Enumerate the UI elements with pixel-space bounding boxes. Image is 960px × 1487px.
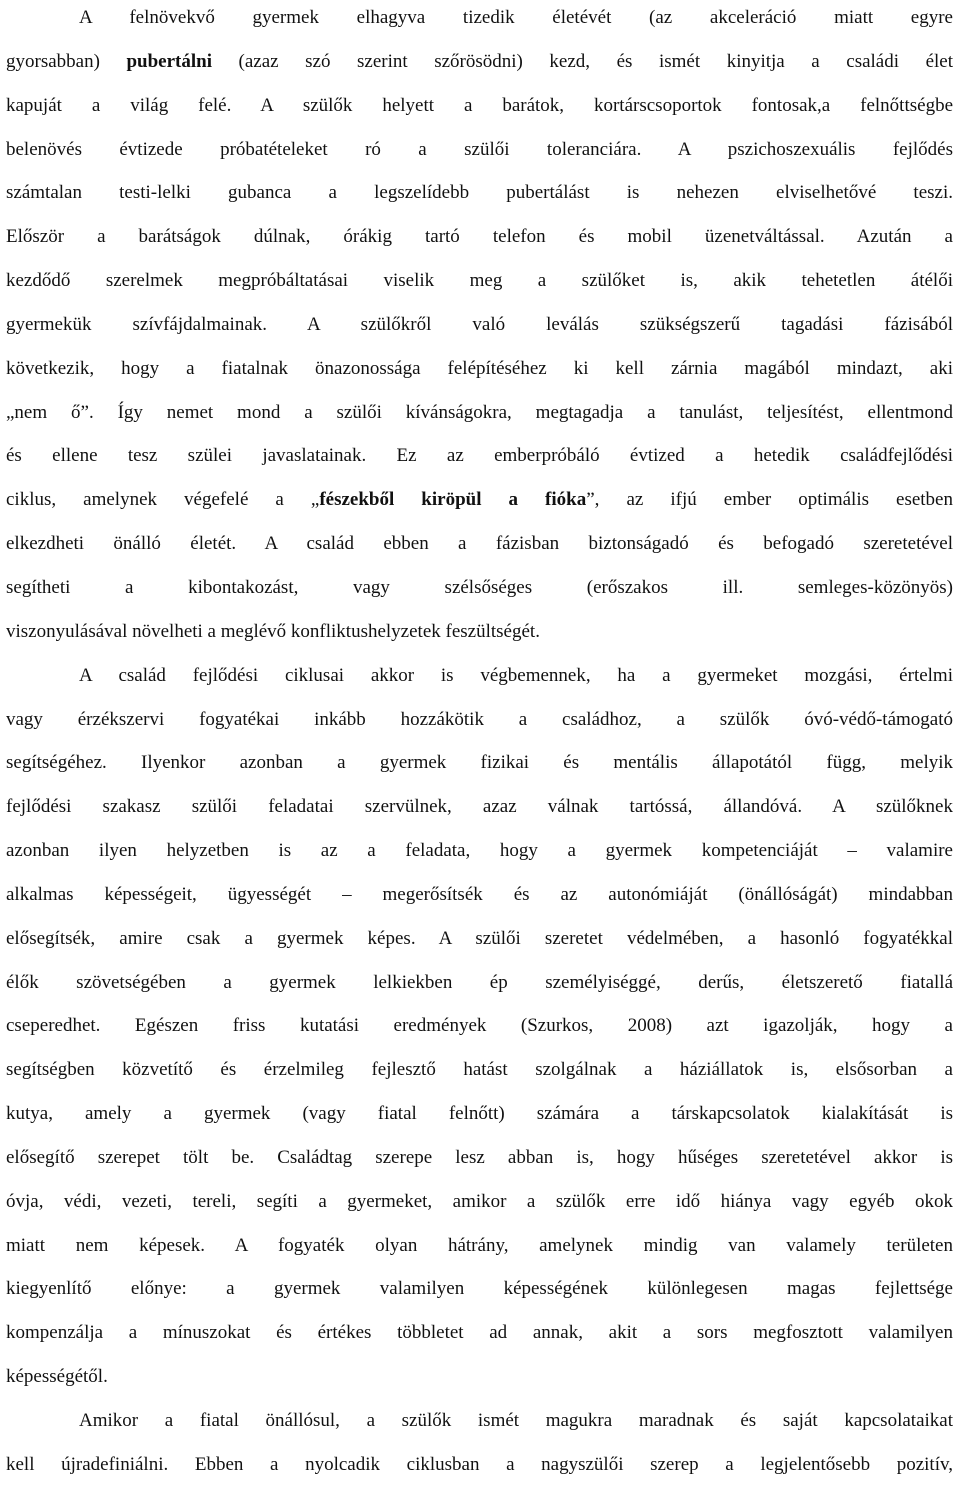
text-line: elősegítsék, amire csak a gyermek képes. A szülői szeretet védelmében, a hasonló fogyatékkal bbox=[6, 927, 953, 949]
text-line: képességétől. bbox=[6, 1366, 108, 1388]
text-line: kapuját a világ felé. A szülők helyett a barátok, kortárscsoportok fontosak,a felnőttségbe bbox=[6, 94, 953, 116]
bold-term: pubertálni bbox=[126, 50, 212, 72]
text-line: elősegítő szerepet tölt be. Családtag szerepe lesz abban is, hogy hűséges szeretetével akkor is bbox=[6, 1146, 953, 1168]
text-line: következik, hogy a fiatalnak önazonossága felépítéséhez ki kell zárnia magából mindazt, aki bbox=[6, 357, 953, 379]
text-line: segítségéhez. Ilyenkor azonban a gyermek fizikai és mentális állapotától függ, melyik bbox=[6, 752, 953, 774]
text-line: alkalmas képességeit, ügyességét – megerősítsék és az autonómiáját (önállóságát) mindabban bbox=[6, 883, 953, 905]
text-line: A család fejlődési ciklusai akkor is végbemennek, ha a gyermeket mozgási, értelmi bbox=[79, 664, 953, 686]
text-line: kezdődő szerelmek megpróbáltatásai viselik meg a szülőket is, akik tehetetlen átélői bbox=[6, 270, 953, 292]
document-body bbox=[6, 0, 953, 1487]
text-line: kiegyenlítő előnye: a gyermek valamilyen képességének különlegesen magas fejlettsége bbox=[6, 1278, 953, 1300]
text-line: Először a barátságok dúlnak, órákig tartó telefon és mobil üzenetváltással. Azután a bbox=[6, 226, 953, 248]
text-line: belenövés évtizede próbatételeket ró a szülői toleranciára. A pszichoszexuális fejlődés bbox=[6, 138, 953, 160]
text-line: fejlődési szakasz szülői feladatai szervülnek, azaz válnak tartóssá, állandóvá. A szülőknek bbox=[6, 796, 953, 818]
text-line: viszonyulásával növelheti a meglévő konfliktushelyzetek feszültségét. bbox=[6, 620, 540, 642]
text-line: kutya, amely a gyermek (vagy fiatal felnőtt) számára a társkapcsolatok kialakítását is bbox=[6, 1103, 953, 1125]
paragraph bbox=[6, 1399, 953, 1487]
text-line: vagy érzékszervi fogyatékai inkább hozzákötik a családhoz, a szülők óvó-védő-támogató bbox=[6, 708, 953, 730]
text-line: A felnövekvő gyermek elhagyva tizedik életévét (az akceleráció miatt egyre bbox=[79, 7, 953, 28]
text-line: ciklus, amelynek végefelé a „fészekből kiröpül a fióka”, az ifjú ember optimális esetben bbox=[6, 489, 953, 511]
paragraph bbox=[6, 0, 953, 654]
text-line: elkezdheti önálló életét. A család ebben a fázisban biztonságadó és befogadó szeretetével bbox=[6, 533, 953, 555]
text-line: élők szövetségében a gyermek lelkiekben ép személyiséggé, derűs, életszerető fiatallá bbox=[6, 971, 953, 993]
text-line: Amikor a fiatal önállósul, a szülők ismét magukra maradnak és saját kapcsolataikat bbox=[79, 1410, 953, 1431]
text-line: azonban ilyen helyzetben is az a feladata, hogy a gyermek kompetenciáját – valamire bbox=[6, 840, 953, 862]
text-line: gyermekük szívfájdalmainak. A szülőkről való leválás szükségszerű tagadási fázisából bbox=[6, 313, 953, 335]
text-line: gyorsabban) pubertálni (azaz szó szerint szőrösödni) kezd, és ismét kinyitja a családi élet bbox=[6, 50, 953, 72]
paragraph bbox=[6, 654, 953, 1399]
text-line: és ellene tesz szülei javaslatainak. Ez az emberpróbáló évtized a hetedik családfejlődési bbox=[6, 445, 953, 467]
text-line: kell újradefiniálni. Ebben a nyolcadik ciklusban a nagyszülői szerep a legjelentősebb pozitív, bbox=[6, 1453, 953, 1475]
text-line: segítségben közvetítő és érzelmileg fejlesztő hatást szolgálnak a háziállatok is, elsősorban a bbox=[6, 1059, 953, 1081]
bold-term: fészekből kiröpül a fióka bbox=[319, 489, 587, 511]
text-line: „nem ő”. Így nemet mond a szülői kívánságokra, megtagadja a tanulást, teljesítést, ellentmond bbox=[6, 401, 953, 423]
text-line: segítheti a kibontakozást, vagy szélsőséges (erőszakos ill. semleges-közönyös) bbox=[6, 576, 953, 598]
text-line: kompenzálja a mínuszokat és értékes többletet ad annak, akit a sors megfosztott valamilyen bbox=[6, 1322, 953, 1344]
text-line: óvja, védi, vezeti, tereli, segíti a gyermeket, amikor a szülők erre idő hiánya vagy egyéb okok bbox=[6, 1190, 953, 1212]
text-line: számtalan testi-lelki gubanca a legszelídebb pubertálást is nehezen elviselhetővé teszi. bbox=[6, 182, 953, 204]
text-line: cseperedhet. Egészen friss kutatási eredmények (Szurkos, 2008) azt igazolják, hogy a bbox=[6, 1015, 953, 1037]
text-line: miatt nem képesek. A fogyaték olyan hátrány, amelynek mindig van valamely területen bbox=[6, 1234, 953, 1256]
